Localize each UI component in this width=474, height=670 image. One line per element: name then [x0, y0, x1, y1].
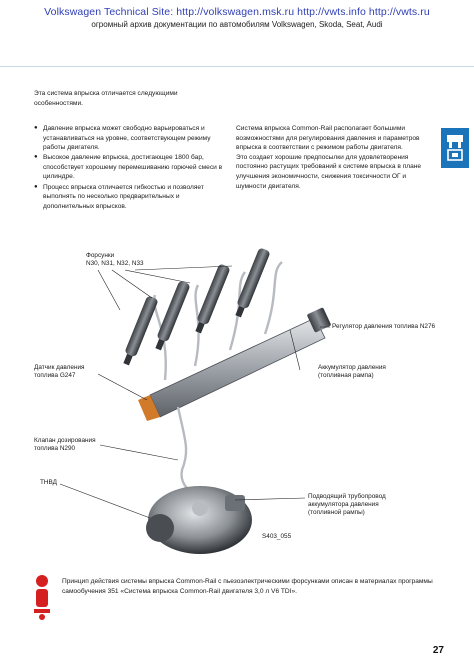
site-header-links[interactable]: Volkswagen Technical Site: http://volkswagen.msk.ru http://vwts.info http://vwts.ru: [44, 6, 430, 18]
sensor-label-2: топлива G247: [34, 372, 76, 379]
high-pressure-pump: [146, 486, 252, 554]
regulator-label: Регулятор давления топлива N276: [332, 323, 436, 330]
pump-label: ТНВД: [40, 479, 57, 486]
feature-list: [34, 124, 224, 212]
valve-label-2: топлива N290: [34, 445, 76, 452]
sensor-label-1: Датчик давления: [34, 364, 85, 371]
right-paragraph-1: Система впрыска Common-Rail располагает большими возможностями для регулирования давления и параметров впрыска в соответствии с режимом работы двигателя.: [236, 125, 420, 152]
right-column: [236, 124, 426, 191]
fuel-system-icon: [441, 128, 469, 168]
note-text: Принцип действия системы впрыска Common-Rail с пьезоэлектрическими форсунками описан в материалах программы самообучения 351 «Система впрыска Common-Rail двигателя 3,0 л V6 TDI».: [62, 578, 433, 595]
site-header-subtitle: огромный архив документации по автомобилям Volkswagen, Skoda, Seat, Audi: [91, 20, 383, 29]
injectors-label: Форсунки: [86, 252, 115, 259]
right-paragraph-2: Это создает хорошие предпосылки для удовлетворения постоянно растущих требований к системе впрыска в плане улучшения экономичности, снижения токсичности ОГ и шумности двигателя.: [236, 153, 422, 190]
feed-line-label-3: (топливной рампы): [308, 509, 365, 516]
section-tab: [441, 128, 469, 168]
note-badge: [30, 573, 54, 621]
page-number: 27: [432, 645, 444, 656]
exclamation-icon: [30, 573, 54, 621]
feed-line-label-2: аккумулятора давления: [308, 501, 379, 508]
header-divider: [0, 66, 474, 67]
feature-item: ● Процесс впрыска отличается гибкостью и позволяет выполнять по несколько предварительных и дополнительных впрысков.: [34, 183, 224, 212]
accumulator-label-1: Аккумулятор давления: [318, 364, 386, 371]
injectors-codes: N30, N31, N32, N33: [86, 260, 144, 267]
accumulator-label-2: (топливная рампа): [318, 372, 374, 379]
feed-line-label-1: Подводящий трубопровод: [308, 493, 386, 500]
figure-id: S403_055: [262, 533, 292, 540]
feature-item: ● Давление впрыска может свободно варьироваться и устанавливаться на уровне, соответствующем режиму работы двигателя.: [34, 124, 224, 153]
intro-text: Эта система впрыска отличается следующими особенностями.: [34, 90, 178, 107]
common-rail-diagram: [0, 230, 474, 560]
valve-label-1: Клапан дозирования: [34, 437, 96, 444]
feature-item: ● Высокое давление впрыска, достигающее 1800 бар, способствует хорошему перемешиванию горючей смеси в цилиндре.: [34, 153, 224, 182]
